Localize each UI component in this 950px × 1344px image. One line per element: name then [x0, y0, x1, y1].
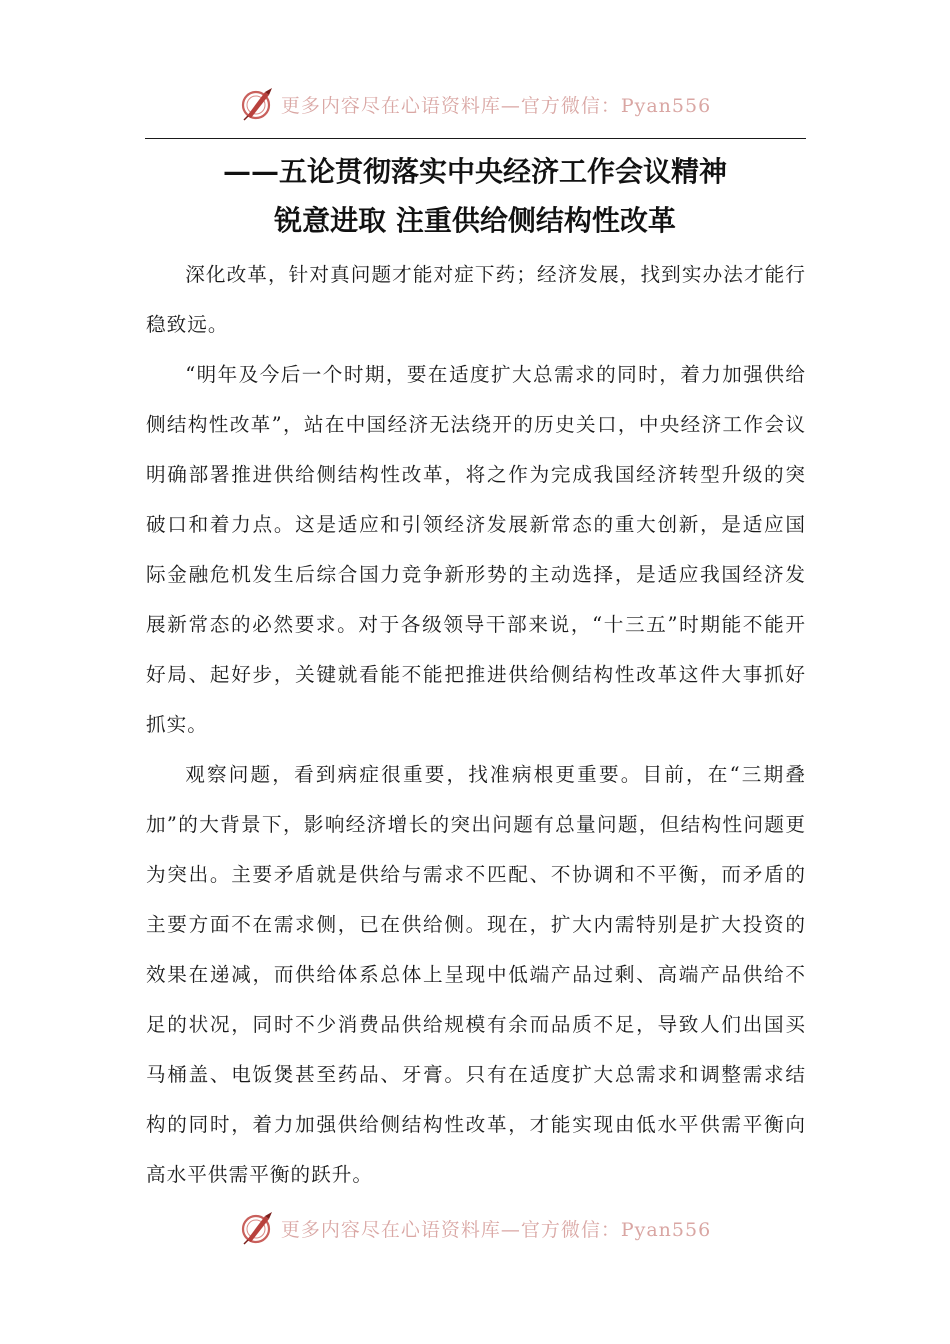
watermark-banner-bottom	[0, 1208, 950, 1248]
document-subtitle: ——五论贯彻落实中央经济工作会议精神	[222, 155, 727, 188]
article-body	[146, 250, 806, 1200]
watermark-text: 更多内容尽在心语资料库—官方微信：Pyan556	[280, 94, 712, 117]
quill-pen-seal-icon	[239, 1210, 275, 1246]
document-title: 锐意进取 注重供给侧结构性改革	[274, 204, 676, 237]
paragraph: 观察问题，看到病症很重要，找准病根更重要。目前，在“三期叠加”的大背景下，影响经济增长的突出问题有总量问题，但结构性问题更为突出。主要矛盾就是供给与需求不匹配、不协调和不平衡，而矛盾的主要方面不在需求侧，已在供给侧。现在，扩大内需特别是扩大投资的效果在递减，而供给体系总体上呈现中低端产品过剩、高端产品供给不足的状况，同时不少消费品供给规模有余而品质不足，导致人们出国买马桶盖、电饭煲甚至药品、牙膏。只有在适度扩大总需求和调整需求结构的同时，着力加强供给侧结构性改革，才能实现由低水平供需平衡向高水平供需平衡的跃升。	[146, 763, 806, 1186]
quill-pen-seal-icon	[239, 86, 275, 122]
watermark-text: 更多内容尽在心语资料库—官方微信：Pyan556	[280, 1218, 712, 1241]
watermark-banner-top	[0, 84, 950, 124]
header-divider	[145, 138, 806, 139]
paragraph: “明年及今后一个时期，要在适度扩大总需求的同时，着力加强供给侧结构性改革”，站在中国经济无法绕开的历史关口，中央经济工作会议明确部署推进供给侧结构性改革，将之作为完成我国经济转型升级的突破口和着力点。这是适应和引领经济发展新常态的重大创新，是适应国际金融危机发生后综合国力竞争新形势的主动选择，是适应我国经济发展新常态的必然要求。对于各级领导干部来说，“十三五”时期能不能开好局、起好步，关键就看能不能把推进供给侧结构性改革这件大事抓好抓实。	[146, 363, 806, 736]
paragraph: 深化改革，针对真问题才能对症下药；经济发展，找到实办法才能行稳致远。	[146, 263, 806, 336]
